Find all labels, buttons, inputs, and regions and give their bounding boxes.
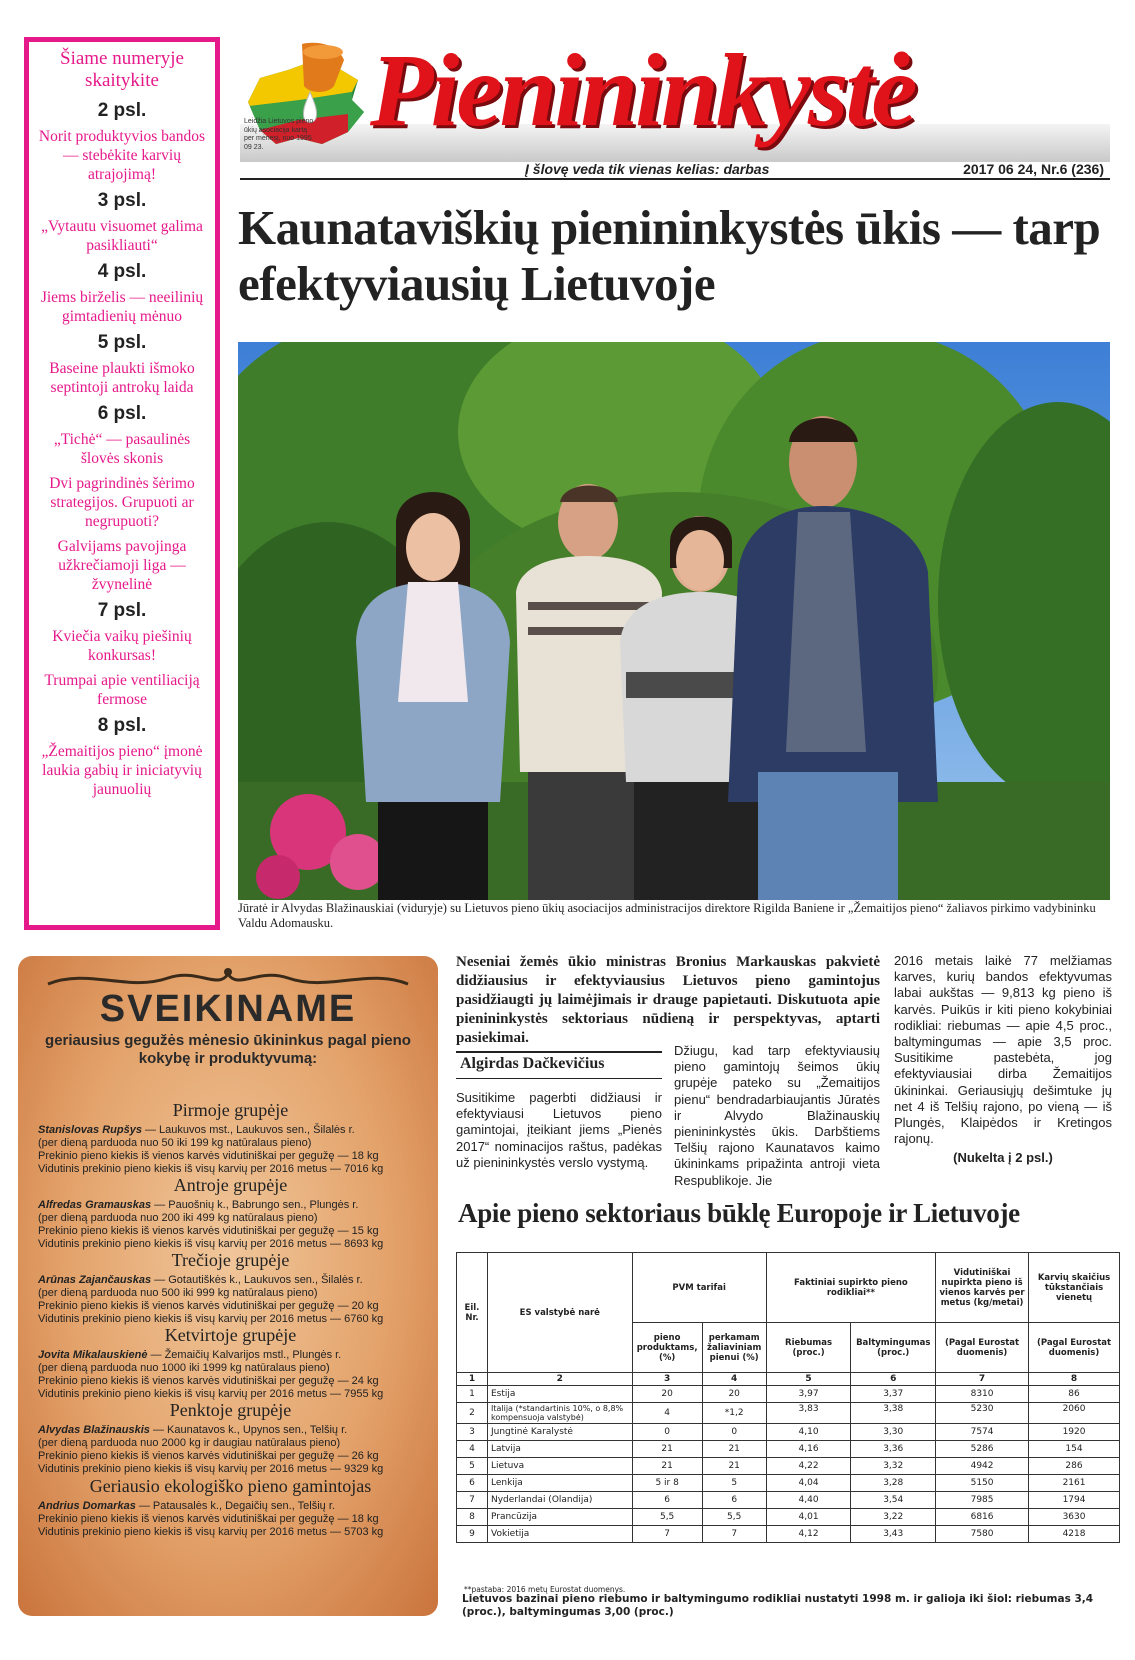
table-cell: 0 <box>702 1424 766 1441</box>
winner-name: Alvydas Blažinauskis <box>38 1424 150 1436</box>
award-detail-line: Vidutinis prekinio pieno kiekis iš visų karvių per 2016 metus — 5703 kg <box>38 1526 384 1538</box>
table-cell: Vokietija <box>487 1526 632 1543</box>
award-winner-line <box>38 1199 423 1212</box>
table-cell: 21 <box>632 1441 702 1458</box>
masthead <box>240 33 1110 180</box>
table-cell: 3,97 <box>766 1386 851 1403</box>
table-cell: 3,54 <box>851 1492 936 1509</box>
award-group <box>38 1250 423 1326</box>
table-cell: 21 <box>632 1458 702 1475</box>
table-cell: 7574 <box>936 1424 1029 1441</box>
table-cell: Lenkija <box>487 1475 632 1492</box>
table-cell: 6 <box>632 1492 702 1509</box>
contents-page-number: 8 psl. <box>97 715 147 736</box>
table-cell: 3,43 <box>851 1526 936 1543</box>
award-detail-line: Vidutinis prekinio pieno kiekis iš visų karvių per 2016 metus — 9329 kg <box>38 1463 384 1475</box>
table-cell: 3 <box>457 1424 488 1441</box>
award-group <box>38 1476 423 1539</box>
contents-item: Baseine plaukti išmoko septintoji antrokų laida <box>49 360 195 396</box>
award-group-title: Ketvirtoje grupėje <box>164 1325 297 1345</box>
table-cell: 5,5 <box>632 1509 702 1526</box>
contents-item: Norit produktyvios bandos — stebėkite karvių atrajojimą! <box>38 128 206 183</box>
table-footnote: Lietuvos bazinai pieno riebumo ir baltymingumo rodikliai nustatyti 1998 m. ir galioja iki šiol: riebumas 3,4 (proc.), baltymingumas 3,00 (proc.) <box>462 1593 1094 1618</box>
issuer-text: Leidžia Lietuvos pieno ūkių asociacija kartą per mėnesį, nuo 1995 09 23. <box>244 118 314 151</box>
table-cell: 2161 <box>1029 1475 1120 1492</box>
table-row <box>457 1509 1120 1526</box>
table-cell: 1794 <box>1029 1492 1120 1509</box>
award-detail-line: Vidutinis prekinio pieno kiekis iš visų karvių per 2016 metus — 7955 kg <box>38 1388 384 1400</box>
header-yield: Vidutiniškai nupirkta pieno iš vienos karvės per metus (kg/metai) <box>936 1253 1029 1323</box>
winner-name: Andrius Domarkas <box>38 1500 136 1512</box>
table-cell: 5,5 <box>702 1509 766 1526</box>
table-cell: 7985 <box>936 1492 1029 1509</box>
table-title: Apie pieno sektoriaus būklę Europoje ir Lietuvoje <box>458 1198 1020 1228</box>
contents-page-number: 3 psl. <box>97 190 147 211</box>
award-group-title: Pirmoje grupėje <box>172 1100 289 1120</box>
table-cell: 5286 <box>936 1441 1029 1458</box>
award-group-title: Geriausio ekologiško pieno gamintojas <box>89 1476 372 1496</box>
column-number: 2 <box>487 1373 632 1386</box>
table-cell: Nyderlandai (Olandija) <box>487 1492 632 1509</box>
author-rule <box>456 1051 662 1053</box>
table-cell: 286 <box>1029 1458 1120 1475</box>
contents-box <box>24 37 220 930</box>
header-vat-dairy: pieno produktams, (%) <box>632 1323 702 1373</box>
award-winner-line <box>38 1274 423 1287</box>
table-cell: 7 <box>702 1526 766 1543</box>
award-group-title: Trečioje grupėje <box>171 1250 290 1270</box>
table-row <box>457 1441 1120 1458</box>
contents-item: Trumpai apie ventiliaciją fermose <box>44 672 200 708</box>
header-no: Eil. Nr. <box>457 1253 488 1373</box>
award-detail-line: (per dieną parduoda nuo 50 iki 199 kg natūralaus pieno) <box>38 1137 312 1149</box>
table-cell: 2 <box>457 1403 488 1424</box>
table-cell: 3,83 <box>766 1403 851 1424</box>
award-detail-line: Prekinio pieno kiekis iš vienos karvės vidutiniškai per gegužę — 18 kg <box>38 1150 379 1162</box>
issue-date: 2017 06 24, Nr.6 (236) <box>963 161 1104 177</box>
contents-page-number: 4 psl. <box>97 261 147 282</box>
winner-name: Jovita Mikalauskienė <box>38 1349 148 1361</box>
award-group-title: Penktoje grupėje <box>169 1400 292 1420</box>
table-cell: 0 <box>632 1424 702 1441</box>
winner-address: — Žemaičių Kalvarijos mstl., Plungės r. <box>147 1349 342 1361</box>
table-cell: Jungtinė Karalystė <box>487 1424 632 1441</box>
table-cell: 5 <box>457 1458 488 1475</box>
masthead-rule <box>240 178 1110 180</box>
contents-item: Galvijams pavojinga užkrečiamoji liga — žvynelinė <box>57 538 187 593</box>
table-cell: 4942 <box>936 1458 1029 1475</box>
column-number: 7 <box>936 1373 1029 1386</box>
table-cell: 6 <box>702 1492 766 1509</box>
award-detail-line: Prekinio pieno kiekis iš vienos karvės vidutiniškai per gegužę — 20 kg <box>38 1300 379 1312</box>
author-rule <box>456 1078 662 1079</box>
column-number-row <box>457 1373 1120 1386</box>
award-detail-line: (per dieną parduoda nuo 1000 iki 1999 kg natūralaus pieno) <box>38 1362 330 1374</box>
table-row <box>457 1475 1120 1492</box>
table-cell: 2060 <box>1029 1403 1120 1424</box>
header-vat: PVM tarifai <box>632 1253 766 1323</box>
contents-heading: Šiame numeryje skaitykite <box>60 48 184 91</box>
table-cell: 86 <box>1029 1386 1120 1403</box>
column-number: 3 <box>632 1373 702 1386</box>
table-cell: Italija (*standartinis 10%, o 8,8% kompensuoja valstybė) <box>487 1403 632 1424</box>
photo-caption: Jūratė ir Alvydas Blažinauskiai (viduryje) su Lietuvos pieno ūkių asociacijos administracijos direktore Rigilda Baniene ir „Žemaitijos pieno“ žaliavos pirkimo vadybininku Valdu Adomausku. <box>238 901 1096 930</box>
award-winner-line <box>38 1349 423 1362</box>
table-cell: 4,22 <box>766 1458 851 1475</box>
table-row <box>457 1458 1120 1475</box>
congratulations-panel <box>18 956 438 1616</box>
congrats-subtitle: geriausius gegužės mėnesio ūkininkus pagal pieno kokybę ir produktyvumą: <box>45 1032 411 1067</box>
column-number: 8 <box>1029 1373 1120 1386</box>
award-winner-line <box>38 1124 423 1137</box>
contents-page-number: 6 psl. <box>97 403 147 424</box>
award-detail-line: Prekinio pieno kiekis iš vienos karvės vidutiniškai per gegužę — 15 kg <box>38 1225 379 1237</box>
winner-address: — Kaunatavos k., Upynos sen., Telšių r. <box>149 1424 348 1436</box>
award-detail-line: (per dieną parduoda nuo 500 iki 999 kg natūralaus pieno) <box>38 1287 318 1299</box>
table-cell: 20 <box>632 1386 702 1403</box>
table-row <box>457 1386 1120 1403</box>
article-author: Algirdas Dačkevičius <box>460 1055 605 1072</box>
table-cell: 4,16 <box>766 1441 851 1458</box>
table-cell: 7 <box>457 1492 488 1509</box>
table-cell: 4,40 <box>766 1492 851 1509</box>
header-cows-source: (Pagal Eurostat duomenis) <box>1029 1323 1120 1373</box>
award-group <box>38 1175 423 1251</box>
column-number: 4 <box>702 1373 766 1386</box>
award-winner-line <box>38 1500 423 1513</box>
award-group-title: Antroje grupėje <box>173 1175 288 1195</box>
family-photo <box>238 342 1110 900</box>
table-cell: 6 <box>457 1475 488 1492</box>
article-column-2: Džiugu, kad tarp efektyviausių pieno gamintojų šeimos ūkių grupėje pateko su „Žemaitijos pienu“ bendradarbiaujantis Jūratės ir Alvydo Blažinauskių pienininkystės ūkis. Darbštiems Telšių rajono Kaunatavos kaimo ūkininkams pripažinta antroji vieta Respublikoje. Jie <box>674 1043 880 1188</box>
article-column-1: Susitikime pagerbti didžiausi ir efektyviausi Lietuvos pieno gamintojai, įteikiant jiems „Pienės 2017“ nominacijos raštus, padėkas už pienininkystės verslo vystymą. <box>456 1090 662 1170</box>
table-cell: 7580 <box>936 1526 1029 1543</box>
dairy-sector-table <box>456 1252 1120 1543</box>
table-cell: 20 <box>702 1386 766 1403</box>
winner-name: Arūnas Zajančauskas <box>38 1274 152 1286</box>
table-cell: 3630 <box>1029 1509 1120 1526</box>
contents-item: Jiems birželis — neeilinių gimtadienių mėnuo <box>40 289 204 325</box>
table-cell: 5 <box>702 1475 766 1492</box>
column-number: 6 <box>851 1373 936 1386</box>
winner-address: — Laukuvos mst., Laukuvos sen., Šilalės r. <box>141 1124 355 1136</box>
table-cell: 5230 <box>936 1403 1029 1424</box>
table-cell: 3,22 <box>851 1509 936 1526</box>
award-group <box>38 1400 423 1476</box>
header-state: ES valstybė narė <box>487 1253 632 1373</box>
header-protein: Baltymingumas (proc.) <box>851 1323 936 1373</box>
award-detail-line: Prekinio pieno kiekis iš vienos karvės vidutiniškai per gegužę — 24 kg <box>38 1375 379 1387</box>
contents-item: „Vytautu visuomet galima pasikliauti“ <box>41 218 203 254</box>
table-row <box>457 1526 1120 1543</box>
header-actual: Faktiniai supirkto pieno rodikliai** <box>766 1253 935 1323</box>
table-cell: 21 <box>702 1441 766 1458</box>
contents-page-number: 2 psl. <box>97 100 147 121</box>
table-cell: 6816 <box>936 1509 1029 1526</box>
column-number: 5 <box>766 1373 851 1386</box>
table-cell: 4,10 <box>766 1424 851 1441</box>
winner-name: Alfredas Gramauskas <box>38 1199 152 1211</box>
column-number: 1 <box>457 1373 488 1386</box>
award-detail-line: Vidutinis prekinio pieno kiekis iš visų karvių per 2016 metus — 8693 kg <box>38 1238 384 1250</box>
award-group <box>38 1100 423 1176</box>
table-row <box>457 1492 1120 1509</box>
table-cell: 3,37 <box>851 1386 936 1403</box>
table-cell: 7 <box>632 1526 702 1543</box>
table-cell: 3,32 <box>851 1458 936 1475</box>
award-detail-line: Vidutinis prekinio pieno kiekis iš visų karvių per 2016 metus — 6760 kg <box>38 1313 384 1325</box>
contents-item: Kviečia vaikų piešinių konkursas! <box>52 628 192 664</box>
table-row <box>457 1403 1120 1424</box>
main-headline: Kaunataviškių pienininkystės ūkis — tarp efektyviausių Lietuvoje <box>238 200 1101 311</box>
table-cell: Estija <box>487 1386 632 1403</box>
winner-address: — Patausalės k., Degaičių sen., Telšių r. <box>135 1500 335 1512</box>
contents-page-number: 5 psl. <box>97 332 147 353</box>
article-lead: Neseniai žemės ūkio ministras Bronius Markauskas pakvietė didžiausius ir efektyviausius Lietuvos pieno gamintojus pasidžiaugti jų laimėjimais ir drauge papietauti. Diskutuota apie pienininkystės sektoriaus nūdieną ir perspektyvas, aptarti pasiekimai. <box>456 954 880 1046</box>
table-cell: 3,36 <box>851 1441 936 1458</box>
winner-address: — Gotautiškės k., Laukuvos sen., Šilalės r. <box>151 1274 363 1286</box>
contents-item: „Žemaitijos pieno“ įmonė laukia gabių ir iniciatyvių jaunuolių <box>41 743 203 798</box>
award-detail-line: Vidutinis prekinio pieno kiekis iš visų karvių per 2016 metus — 7016 kg <box>38 1163 384 1175</box>
table-cell: 4 <box>457 1441 488 1458</box>
winner-name: Stanislovas Rupšys <box>38 1124 142 1136</box>
header-yield-source: (Pagal Eurostat duomenis) <box>936 1323 1029 1373</box>
table-cell: Prancūzija <box>487 1509 632 1526</box>
table-row <box>457 1424 1120 1441</box>
table-cell: 4,12 <box>766 1526 851 1543</box>
award-detail-line: Prekinio pieno kiekis iš vienos karvės vidutiniškai per gegužę — 26 kg <box>38 1450 379 1462</box>
table-cell: 9 <box>457 1526 488 1543</box>
table-cell: 21 <box>702 1458 766 1475</box>
table-body <box>457 1386 1120 1543</box>
table-cell: 154 <box>1029 1441 1120 1458</box>
contents-page-number: 7 psl. <box>97 600 147 621</box>
congrats-title: SVEIKINAME <box>99 988 357 1030</box>
header-vat-raw: perkamam žaliaviniam pienui (%) <box>702 1323 766 1373</box>
table-cell: 1920 <box>1029 1424 1120 1441</box>
table-cell: 5 ir 8 <box>632 1475 702 1492</box>
table-cell: 4218 <box>1029 1526 1120 1543</box>
table-cell: 4 <box>632 1403 702 1424</box>
award-detail-line: Prekinio pieno kiekis iš vienos karvės vidutiniškai per gegužę — 18 kg <box>38 1513 379 1525</box>
header-fat: Riebumas (proc.) <box>766 1323 851 1373</box>
table-cell: 3,30 <box>851 1424 936 1441</box>
table-cell: 4,04 <box>766 1475 851 1492</box>
award-winner-line <box>38 1424 423 1437</box>
table-cell: 8310 <box>936 1386 1029 1403</box>
contents-item: „Tichė“ — pasaulinės šlovės skonis <box>53 431 191 467</box>
article-column-3: 2016 metais laikė 77 melžiamas karves, kurių bandos efektyvumas labai aukštas — 9,813 kg pieno iš karvės. Puikūs ir kiti pieno kokybiniai rodikliai: riebumas — apie 4,5 proc., baltymingumas — apie 3,5 proc. Susitikime pastebėta, jog efektyviausiai dirba Žemaitijos ūkininkai. Geriausiųjų dešimtuke jų net 4 iš Telšių rajono, po vieną — iš Plungės, Klaipėdos ir Kretingos rajonų. <box>894 953 1112 1147</box>
award-group <box>38 1325 423 1401</box>
winner-address: — Pauošnių k., Babrungo sen., Plungės r. <box>151 1199 359 1211</box>
table-cell: 1 <box>457 1386 488 1403</box>
newspaper-title: Pienininkystė <box>370 33 915 148</box>
contents-item: Dvi pagrindinės šėrimo strategijos. Grupuoti ar negrupuoti? <box>49 475 195 530</box>
table-cell: *1,2 <box>702 1403 766 1424</box>
table-cell: 8 <box>457 1509 488 1526</box>
award-detail-line: (per dieną parduoda nuo 2000 kg ir daugiau natūralaus pieno) <box>38 1437 341 1449</box>
table-cell: 3,28 <box>851 1475 936 1492</box>
contents-list <box>35 100 209 799</box>
table-cell: 5150 <box>936 1475 1029 1492</box>
table-note: **pastaba: 2016 metų Eurostat duomenys. <box>464 1585 626 1594</box>
slogan: Į šlovę veda tik vienas kelias: darbas <box>525 161 770 177</box>
table-cell: 4,01 <box>766 1509 851 1526</box>
award-detail-line: (per dieną parduoda nuo 200 iki 499 kg natūralaus pieno) <box>38 1212 318 1224</box>
table-cell: Lietuva <box>487 1458 632 1475</box>
header-cows: Karvių skaičius tūkstančiais vienetų <box>1029 1253 1120 1323</box>
table-cell: 3,38 <box>851 1403 936 1424</box>
table-cell: Latvija <box>487 1441 632 1458</box>
continued-note: (Nukelta į 2 psl.) <box>953 1150 1053 1165</box>
